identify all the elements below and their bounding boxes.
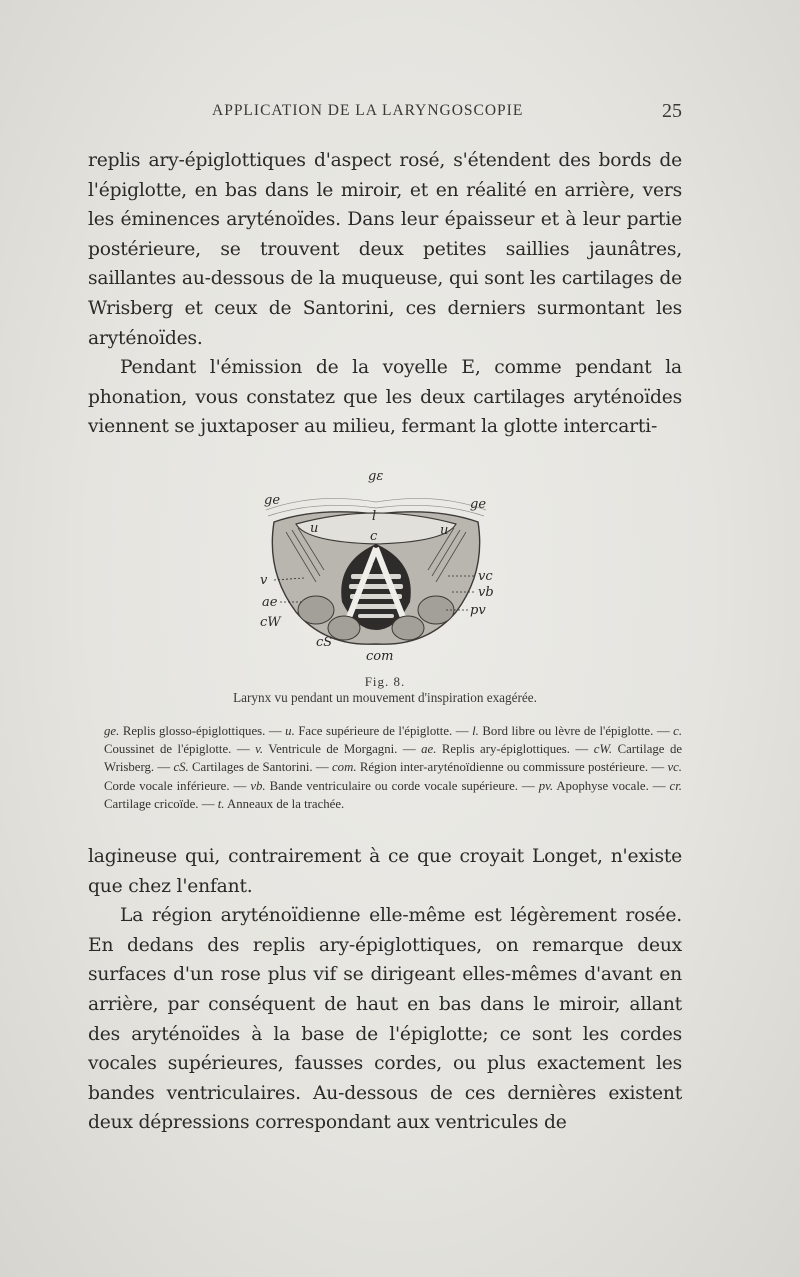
legend-entry: c. Coussinet de l'épiglotte. — xyxy=(104,724,683,757)
legend-entry: l. Bord libre ou lèvre de l'épiglotte. — xyxy=(472,724,670,738)
running-title: APPLICATION DE LA LARYNGOSCOPIE xyxy=(212,102,524,119)
legend-entry: com. Région inter-aryténoïdienne ou commissure postérieure. — xyxy=(332,760,665,775)
fig-label-cW: cW xyxy=(260,615,281,630)
legend-entry: vb. Bande ventriculaire ou corde vocale supérieure. — xyxy=(250,778,535,793)
paragraph: Pendant l'émission de la voyelle E, comme pendant la phonation, vous constatez que les deux cartilages aryténoïdes viennent se juxtaposer au milieu, fermant la glotte intercarti- xyxy=(88,357,682,438)
fig-label-t: t xyxy=(372,559,378,574)
legend-entry: v. Ventricule de Morgagni. — xyxy=(255,742,416,757)
page-header xyxy=(88,100,682,126)
figure-caption: Larynx vu pendant un mouvement d'inspiration exagérée. xyxy=(233,690,537,705)
fig-label-c: c xyxy=(370,529,378,544)
paragraph: La région aryténoïdienne elle-même est légèrement rosée. En dedans des replis ary-épiglottiques, on remarque deux surfaces d'un rose plus vif se dirigeant elles-mêmes d'avant en arrière, par conséquent de haut en bas dans le miroir, allant des aryténoïdes à la base de l'épiglotte; ce sont les cordes vocales supérieures, fausses cordes, ou plus exactement les bandes ventriculaires. Au-dessous de ces dernières existent deux dépressions correspondant aux ventricules de xyxy=(88,905,682,1134)
legend-entry: ge. Replis glosso-épiglottiques. — xyxy=(104,724,282,738)
legend-entry: t. Anneaux de la trachée. xyxy=(217,796,345,811)
fig-label-pv: pv xyxy=(470,603,486,618)
fig-label-v: v xyxy=(260,573,268,588)
fig-label-cS: cS xyxy=(316,635,333,650)
fig-label-ae: ae xyxy=(262,595,278,610)
legend-entry: cr. Cartilage cricoïde. — xyxy=(104,778,682,811)
fig-label-u-left: u xyxy=(310,521,319,536)
fig-label-com: com xyxy=(366,649,394,664)
fig-label-l: l xyxy=(372,509,377,524)
fig-label-vc: vc xyxy=(478,569,493,584)
paragraph: replis ary-épiglottiques d'aspect rosé, s'étendent des bords de l'épiglotte, en bas dans le miroir, et en réalité en arrière, vers les éminences aryténoïdes. Dans leur épaisseur et à leur partie postérieure, se trouvent deux petites saillies jaunâtres, saillantes au-dessous de la muqueuse, qui sont les cartilages de Wrisberg et ceux de Santorini, ces derniers surmontant les aryténoïdes. xyxy=(88,150,682,349)
legend-entry: vc. Corde vocale inférieure. — xyxy=(104,760,682,793)
legend-entry: cS. Cartilages de Santorini. — xyxy=(173,760,329,775)
fig-label-ge-left: ge xyxy=(264,493,281,508)
legend-entry: ae. Replis ary-épiglottiques. — xyxy=(421,742,589,757)
paragraph: lagineuse qui, contrairement à ce que croyait Longet, n'existe que chez l'enfant. xyxy=(88,846,682,897)
page-number: 25 xyxy=(662,100,682,122)
figure-number: Fig. 8. xyxy=(364,674,406,689)
body-text-top xyxy=(88,146,682,442)
fig-label-vb: vb xyxy=(478,585,494,600)
legend-entry: pv. Apophyse vocale. — xyxy=(538,778,666,793)
larynx-illustration xyxy=(256,462,496,672)
larynx-figure xyxy=(256,462,496,672)
fig-label-ge-top: gε xyxy=(368,469,384,484)
legend-entry: cW. Cartilage de Wrisberg. — xyxy=(104,742,683,775)
body-text-bottom xyxy=(88,842,682,1138)
fig-label-u-right: u xyxy=(440,523,449,538)
fig-label-ge-right: ge xyxy=(470,497,487,512)
legend-entry: u. Face supérieure de l'épiglotte. — xyxy=(285,724,469,738)
figure-legend xyxy=(104,722,682,813)
